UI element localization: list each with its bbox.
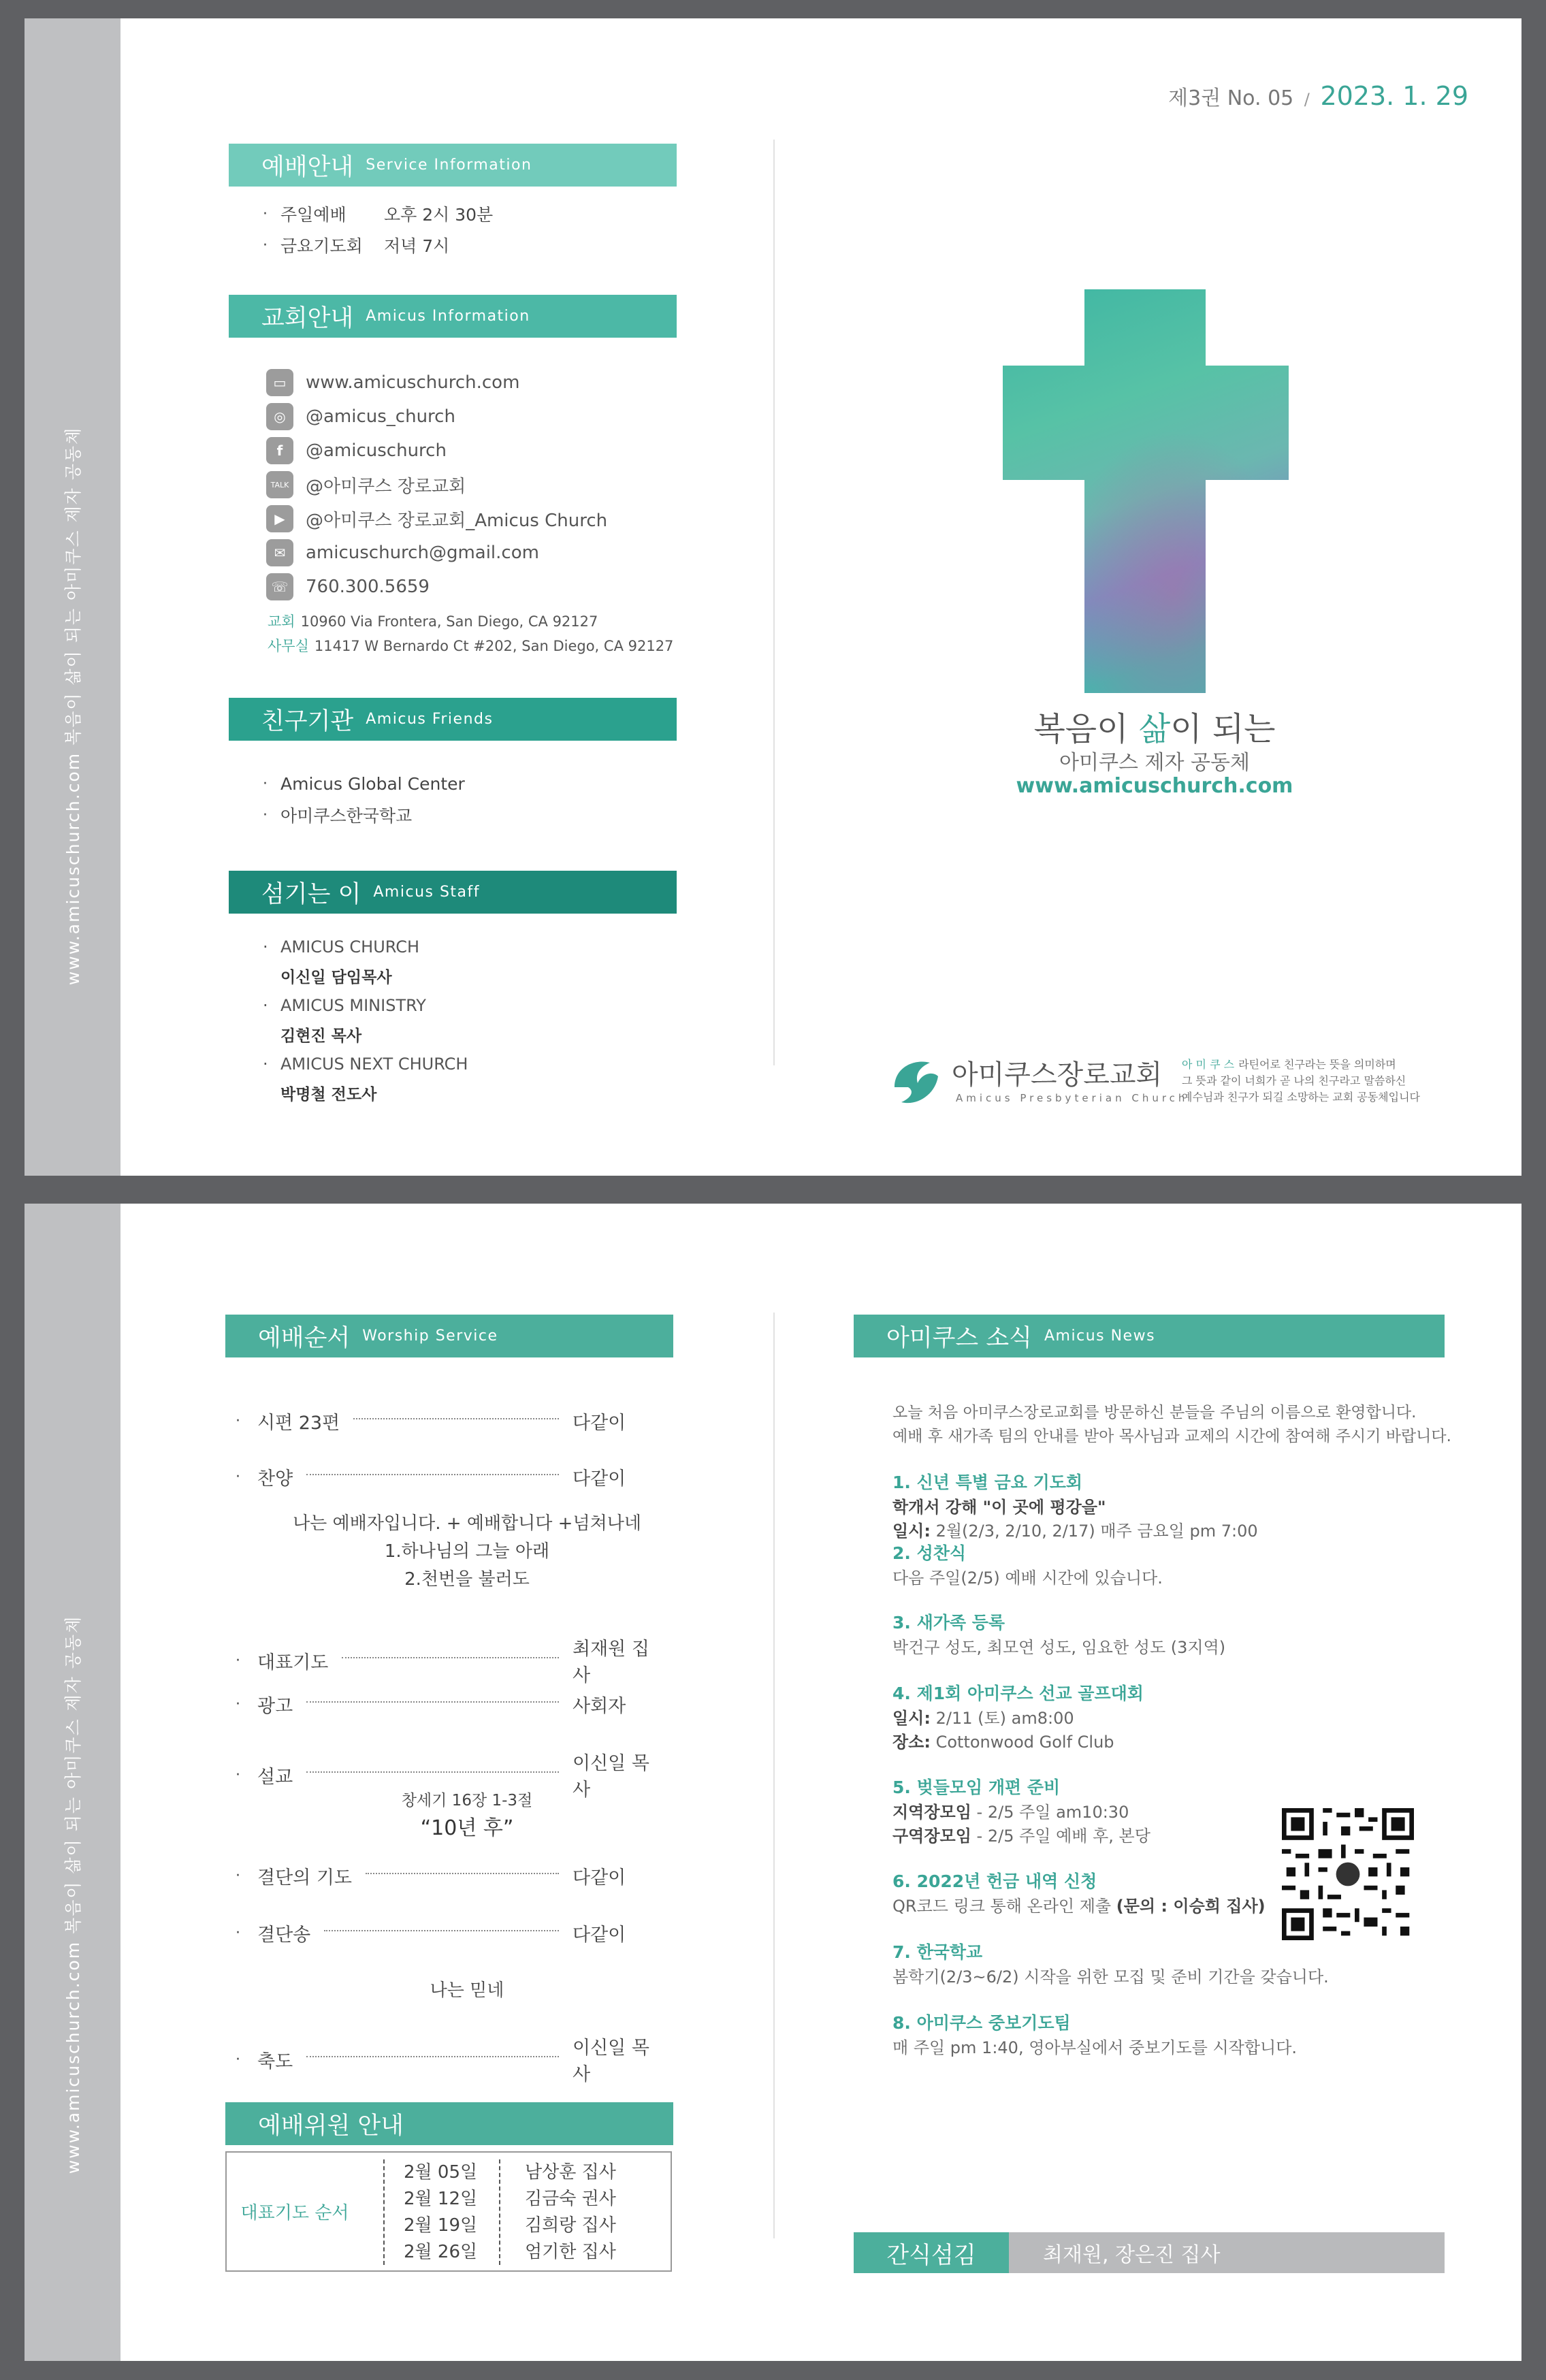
news-list: [892, 1469, 1329, 2080]
cover-url[interactable]: www.amicuschurch.com: [1016, 774, 1293, 798]
office-address: 사무실 11417 W Bernardo Ct #202, San Diego, CA 92127: [268, 638, 674, 654]
worship-order-row: · 대표기도 최재원 집사: [236, 1639, 649, 1686]
service-info-subtitle: Service Information: [366, 157, 532, 174]
service-time-row: · 금요기도회 저녁 7시: [263, 236, 450, 256]
contact-email[interactable]: ✉ amicuschurch@gmail.com: [266, 536, 607, 570]
facebook-icon: f: [266, 437, 293, 464]
committee-table: [225, 2151, 672, 2272]
committee-header: [225, 2102, 673, 2145]
news-intro: 오늘 처음 아미쿠스장로교회를 방문하신 분들을 주님의 이름으로 환영합니다. 예배 후 새가족 팀의 안내를 받아 목사님과 교제의 시간에 참여해 주시기 바랍니다.: [892, 1404, 1451, 1445]
issue-volume: 제3권 No. 05: [1168, 86, 1294, 110]
news-title: 아미쿠스 소식: [886, 1324, 1032, 1352]
issue-separator: /: [1304, 90, 1310, 109]
staff-org: · AMICUS NEXT CHURCH: [263, 1054, 468, 1074]
church-logo-name: 아미쿠스장로교회: [952, 1059, 1163, 1091]
staff-person: 김현진 목사: [280, 1027, 362, 1045]
committee-dates: 2월 05일 2월 12일 2월 19일 2월 26일: [404, 2162, 478, 2262]
spine: [25, 18, 120, 1176]
service-times: [263, 198, 493, 261]
contact-facebook[interactable]: f @amicuschurch: [266, 434, 607, 468]
contact-website[interactable]: ▭ www.amicuschurch.com: [266, 366, 607, 400]
friends-list: [263, 768, 465, 831]
instagram-icon: ◎: [266, 403, 293, 430]
issue-header: [1168, 81, 1468, 111]
cover-subtitle: 아미쿠스 제자 공동체: [1059, 751, 1250, 775]
church-info-title: 교회안내: [261, 304, 354, 332]
worship-order-row: · 결단의 기도 다같이: [236, 1867, 626, 1888]
committee-label: 대표기도 순서: [240, 2203, 349, 2223]
youtube-icon: ▶: [266, 505, 293, 532]
news-item: 4. 제1회 아미쿠스 선교 골프대회 일시: 2/11 (토) am8:00 장소: Cottonwood Golf Club: [892, 1684, 1144, 1752]
worship-service-header: [225, 1315, 673, 1357]
kakaotalk-icon: TALK: [266, 471, 293, 498]
slogan-emphasis: 삶: [1138, 710, 1171, 748]
worship-service-title: 예배순서: [258, 1324, 351, 1352]
phone-icon: ☏: [266, 573, 293, 600]
worship-order-row: · 찬양 다같이: [236, 1468, 626, 1490]
church-name-description: 아 미 쿠 스 라틴어로 친구라는 뜻을 의미하며 그 뜻과 같이 너희가 곧 나의 친구라고 말씀하신 예수님과 친구가 되길 소망하는 교회 공동체입니다: [1182, 1058, 1421, 1104]
spine-text: www.amicuschurch.com 복음이 삶이 되는 아미쿠스 제자 공동체: [63, 1615, 83, 2174]
news-subtitle: Amicus News: [1044, 1328, 1156, 1345]
friends-header: [229, 698, 677, 741]
staff-list: [263, 932, 468, 1108]
news-item: 8. 아미쿠스 중보기도팀 매 주일 pm 1:40, 영아부실에서 중보기도를 시작합니다.: [892, 2013, 1298, 2057]
friends-subtitle: Amicus Friends: [366, 711, 494, 728]
news-item: 5. 벚들모임 개편 준비 지역장모임 - 2/5 주일 am10:30 구역장모임 - 2/5 주일 예배 후, 본당: [892, 1778, 1150, 1846]
news-item: 7. 한국학교 봄학기(2/3~6/2) 시작을 위한 모집 및 준비 기간을 갖습니다.: [892, 1942, 1329, 1987]
committee-title: 예배위원 안내: [258, 2112, 404, 2140]
committee-names: 남상훈 집사 김금숙 권사 김희랑 집사 엄기한 집사: [525, 2162, 616, 2262]
center-divider: [773, 1313, 775, 2238]
news-item: 3. 새가족 등록 박건구 성도, 최모연 성도, 임요한 성도 (3지역): [892, 1613, 1226, 1657]
staff-person: 이신일 담임목사: [280, 969, 392, 986]
spine: [25, 1204, 120, 2361]
worship-order-row: · 설교 이신일 목사: [236, 1753, 649, 1801]
staff-org: · AMICUS CHURCH: [263, 937, 420, 956]
friend-item: · Amicus Global Center: [263, 773, 465, 794]
laptop-icon: ▭: [266, 369, 293, 396]
staff-header: [229, 871, 677, 914]
friend-item: · 아미쿠스한국학교: [263, 806, 413, 826]
center-divider: [773, 140, 775, 1065]
contact-list: [266, 366, 607, 604]
worship-order-row: · 결단송 다같이: [236, 1925, 626, 1946]
sermon-reference: 창세기 16장 1-3절: [401, 1792, 533, 1810]
snack-bar: [854, 2232, 1445, 2273]
worship-order-row: · 축도 이신일 목사: [236, 2038, 649, 2085]
church-logo-icon: [888, 1053, 944, 1109]
snack-label: 간식섬김: [854, 2232, 1009, 2273]
decision-song: 나는 믿네: [430, 1980, 504, 2001]
cover-slogan: 복음이 삶이 되는: [1033, 710, 1276, 748]
church-address: 교회 10960 Via Frontera, San Diego, CA 92127: [268, 613, 598, 630]
mail-icon: ✉: [266, 539, 293, 566]
friends-title: 친구기관: [261, 707, 354, 735]
staff-title: 섬기는 이: [261, 880, 361, 908]
contact-youtube[interactable]: ▶ @아미쿠스 장로교회_Amicus Church: [266, 502, 607, 536]
bulletin-inside-page: [25, 1204, 1521, 2361]
service-time-row: · 주일예배 오후 2시 30분: [263, 205, 494, 225]
watercolor-cross-image: [1003, 289, 1289, 693]
service-info-header: [229, 144, 677, 187]
issue-date: 2023. 1. 29: [1320, 81, 1468, 111]
worship-order-row: · 시편 23편 다같이: [236, 1413, 626, 1434]
spine-text: www.amicuschurch.com 복음이 삶이 되는 아미쿠스 제자 공동체: [63, 426, 83, 986]
contact-kakaotalk[interactable]: TALK @아미쿠스 장로교회: [266, 468, 607, 502]
worship-order-row: · 광고 사회자: [236, 1696, 626, 1717]
church-info-subtitle: Amicus Information: [366, 308, 530, 325]
bulletin-cover-page: [25, 18, 1521, 1176]
church-info-header: [229, 295, 677, 338]
service-info-title: 예배안내: [261, 153, 354, 181]
news-item: 2. 성찬식 다음 주일(2/5) 예배 시간에 있습니다.: [892, 1543, 1163, 1588]
news-item: 1. 신년 특별 금요 기도회 학개서 강해 "이 곳에 평강을" 일시: 2월(2/3, 2/10, 2/17) 매주 금요일 pm 7:00: [892, 1473, 1258, 1541]
church-logo-english: Amicus Presbyterian Church: [956, 1092, 1189, 1104]
praise-songs: 나는 예배자입니다. + 예배합니다 +넘쳐나네 1.하나님의 그늘 아래 2.천번을 불러도: [293, 1513, 641, 1590]
sermon-title: “10년 후”: [420, 1816, 514, 1840]
contact-instagram[interactable]: ◎ @amicus_church: [266, 400, 607, 434]
news-item: 6. 2022년 헌금 내역 신청 QR코드 링크 통해 온라인 제출 (문의 : 이승희 집사): [892, 1871, 1266, 1916]
news-header: [854, 1315, 1445, 1357]
qr-code-image[interactable]: [1282, 1808, 1414, 1940]
worship-service-subtitle: Worship Service: [362, 1328, 498, 1345]
staff-person: 박명철 전도사: [280, 1086, 377, 1104]
staff-subtitle: Amicus Staff: [373, 884, 481, 901]
staff-org: · AMICUS MINISTRY: [263, 995, 426, 1015]
snack-names: 최재원, 장은진 집사: [1043, 2243, 1221, 2267]
contact-phone[interactable]: ☏ 760.300.5659: [266, 570, 607, 604]
